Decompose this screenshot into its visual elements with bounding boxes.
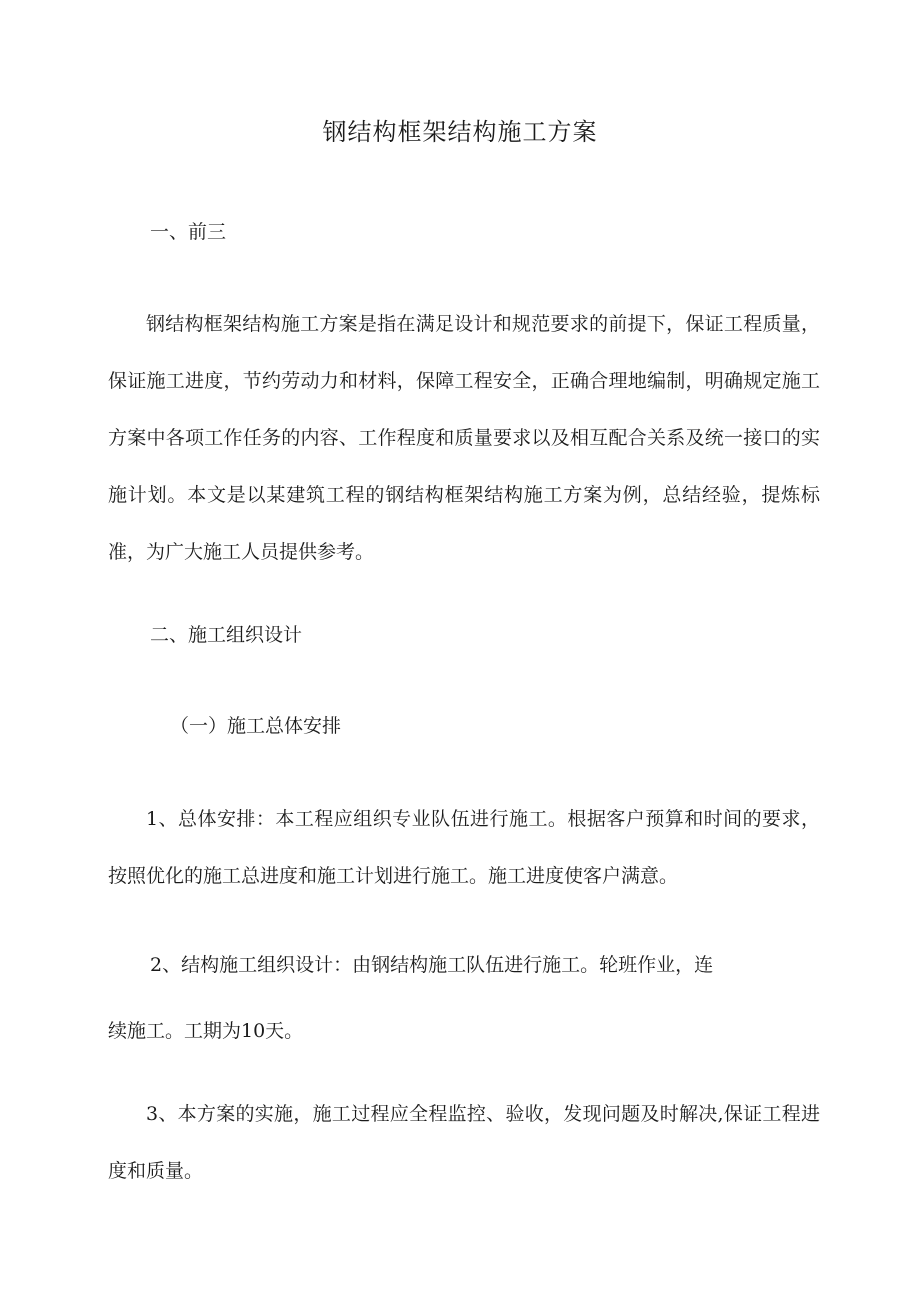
subsection-heading-overall-arrangement: （一）施工总体安排 xyxy=(170,715,342,737)
section-heading-organization: 二、施工组织设计 xyxy=(150,624,303,646)
list-item-structure-design-line2: 续施工。工期为10天。 xyxy=(108,1020,304,1042)
preface-paragraph: 钢结构框架结构施工方案是指在满足设计和规范要求的前提下，保证工程质量，保证施工进度，节约劳动力和材料，保障工程安全，正确合理地编制，明确规定施工方案中各项工作任务的内容、工作程度和质量要求以及相互配合关系及统一接口的实施计划。本文是以某建筑工程的钢结构框架结构施工方案为例，总结经验，提炼标准，为广大施工人员提供参考。 xyxy=(108,313,820,563)
document-title: 钢结构框架结构施工方案 xyxy=(322,118,598,146)
section-heading-preface: 一、前三 xyxy=(150,221,227,243)
list-item-overall-arrangement: 1、总体安排：本工程应组织专业队伍进行施工。根据客户预算和时间的要求，按照优化的施工总进度和施工计划进行施工。施工进度使客户满意。 xyxy=(108,808,820,887)
list-item-implementation: 3、本方案的实施，施工过程应全程监控、验收，发现问题及时解决,保证工程进度和质量。 xyxy=(108,1103,820,1182)
list-item-structure-design-line1: 2、结构施工组织设计：由钢结构施工队伍进行施工。轮班作业，连 xyxy=(150,954,714,976)
